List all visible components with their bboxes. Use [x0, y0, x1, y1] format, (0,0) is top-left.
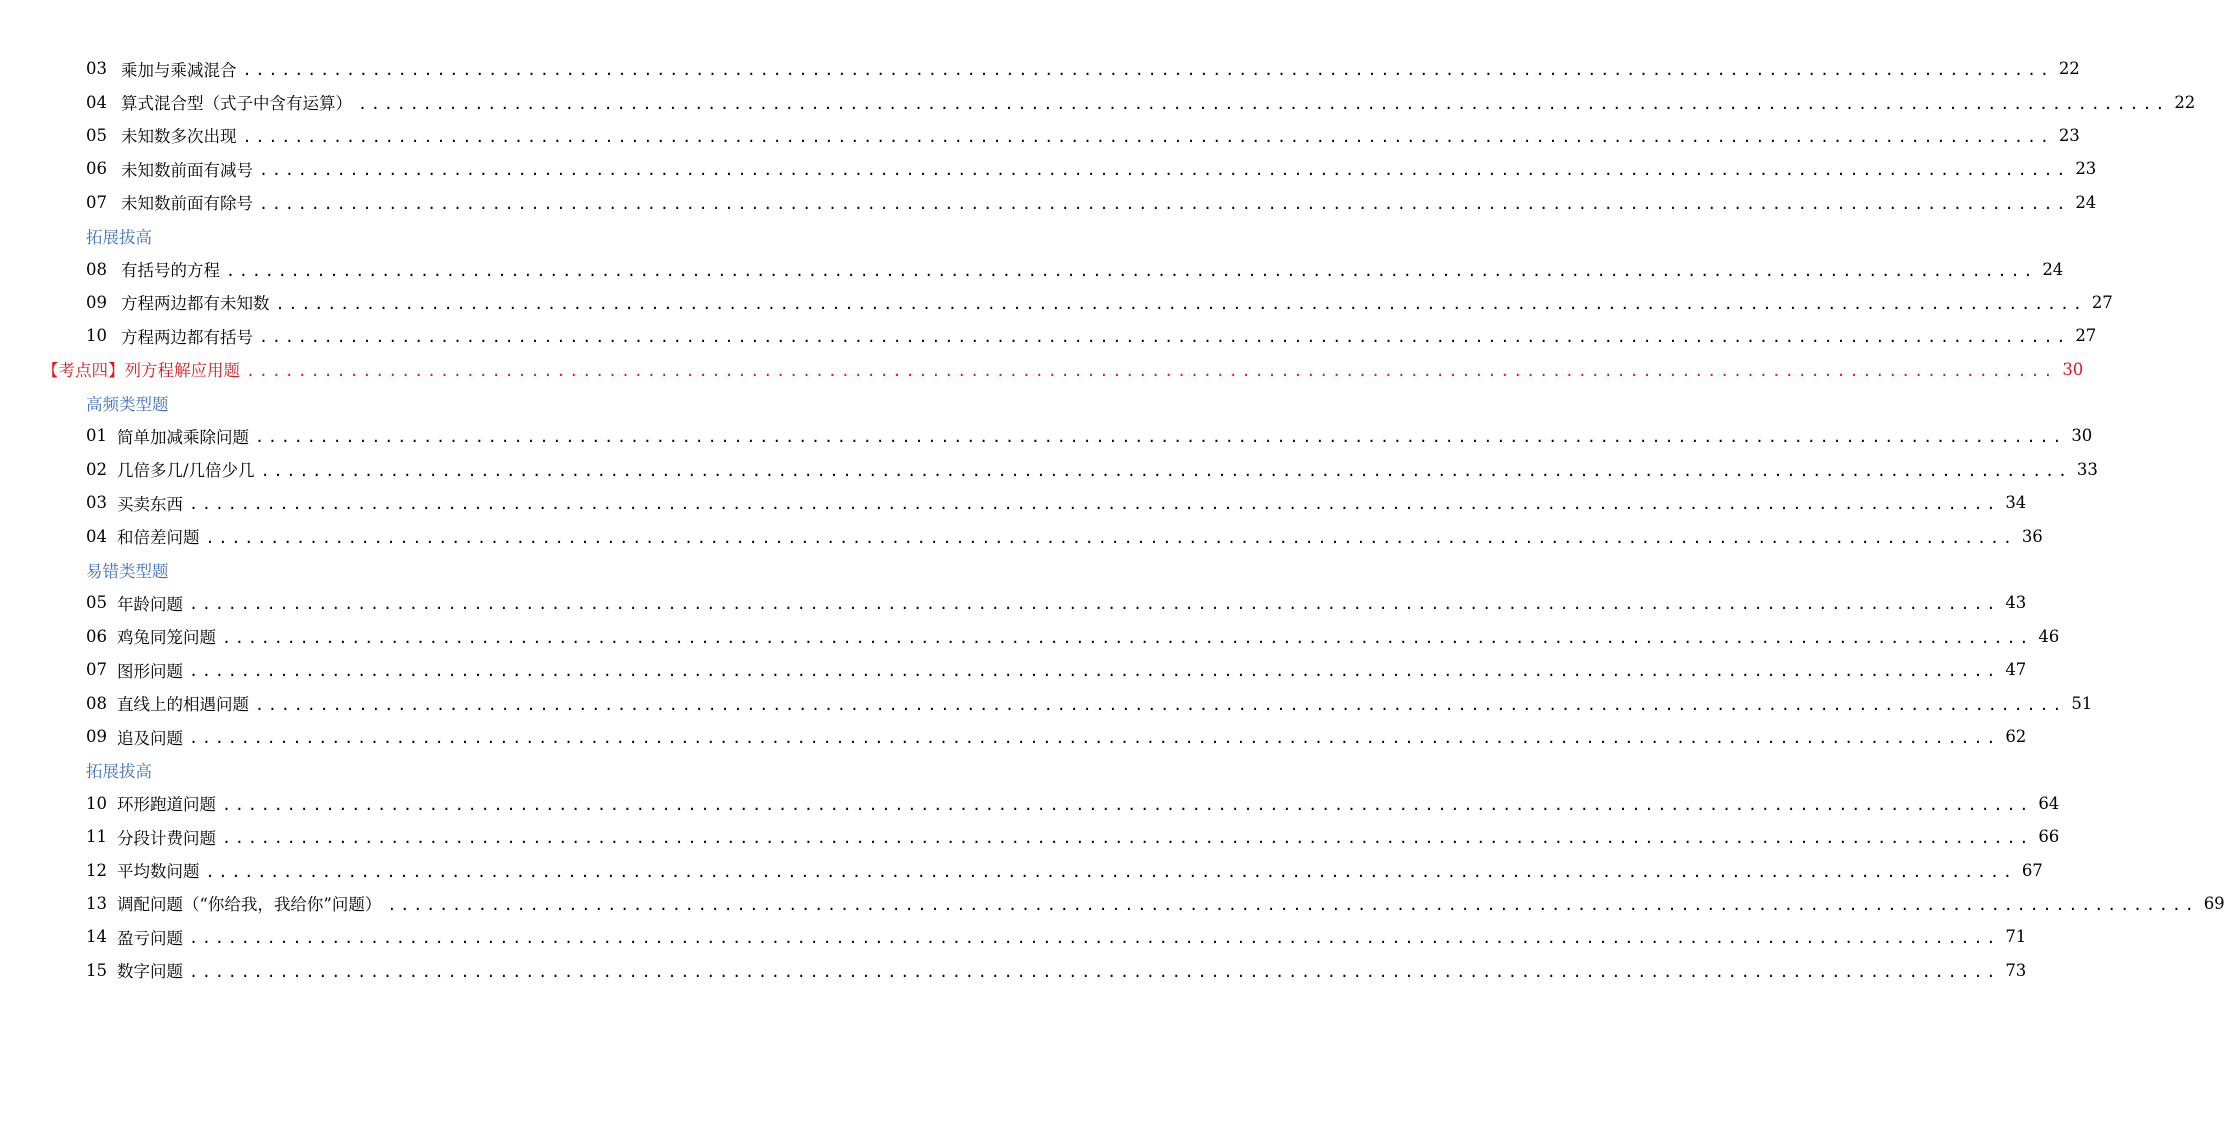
- dot-leader: ............................................................................................................................................: [226, 261, 2037, 280]
- toc-entry-title: 鸡兔同笼问题: [117, 628, 216, 648]
- dot-leader: ............................................................................................................................................: [205, 862, 2016, 881]
- section-heading-title: 拓展拔高: [86, 227, 152, 247]
- toc-entry-number: 07: [86, 660, 107, 680]
- toc-entry[interactable]: [0, 586, 2027, 619]
- toc-entry-number: 12: [86, 860, 107, 880]
- toc-entry-title: 算式混合型（式子中含有运算）: [121, 94, 352, 114]
- toc-entry-page-number: 27: [2091, 292, 2113, 312]
- dot-leader: ............................................................................................................................................: [259, 161, 2070, 180]
- dot-leader: ............................................................................................................................................: [205, 528, 2016, 547]
- section-heading: [0, 553, 793, 586]
- dot-leader: ............................................................................................................................................: [189, 962, 2000, 981]
- toc-entry-title: 盈亏问题: [117, 928, 183, 948]
- dot-leader: ............................................................................................................................................: [222, 795, 2033, 814]
- toc-entry-page-number: 22: [2174, 92, 2196, 112]
- dot-leader: ............................................................................................................................................: [189, 729, 2000, 747]
- toc-entry-title: 调配问题（“你给我，我给你”问题）: [117, 895, 382, 915]
- toc-entry-page-number: 23: [2058, 125, 2080, 145]
- dot-leader: ............................................................................................................................................: [259, 328, 2070, 347]
- dot-leader: ............................................................................................................................................: [260, 461, 2071, 480]
- toc-entry[interactable]: [0, 820, 2060, 853]
- table-of-contents: [0, 52, 2225, 987]
- toc-entry[interactable]: [0, 453, 2098, 486]
- toc-entry-page-number: 34: [2005, 493, 2027, 513]
- toc-entry[interactable]: [0, 419, 2093, 452]
- toc-entry-title: 乘加与乘减混合: [121, 60, 237, 80]
- section-heading: [0, 386, 793, 419]
- toc-entry-title: 和倍差问题: [117, 528, 200, 548]
- dot-leader: ............................................................................................................................................: [189, 595, 2000, 614]
- chapter-title: 【考点四】列方程解应用题: [42, 361, 240, 381]
- toc-entry-title: 未知数前面有除号: [121, 194, 253, 214]
- dot-leader: ............................................................................................................................................: [255, 428, 2066, 447]
- toc-entry-page-number: 71: [2005, 927, 2027, 947]
- dot-leader: ............................................................................................................................................: [189, 662, 2000, 681]
- dot-leader: ............................................................................................................................................: [222, 829, 2033, 848]
- toc-entry-number: 03: [86, 493, 107, 513]
- dot-leader: ............................................................................................................................................: [246, 361, 2057, 380]
- dot-leader: ............................................................................................................................................: [222, 628, 2033, 647]
- toc-entry[interactable]: [0, 653, 2027, 686]
- toc-entry-title: 简单加减乘除问题: [117, 427, 249, 447]
- toc-entry-title: 分段计费问题: [117, 828, 216, 848]
- toc-entry-number: 08: [86, 693, 107, 713]
- section-heading-title: 拓展拔高: [86, 761, 152, 781]
- toc-entry-number: 10: [86, 326, 107, 346]
- toc-entry-page-number: 22: [2058, 59, 2080, 79]
- toc-entry-page-number: 64: [2038, 793, 2060, 813]
- toc-entry-number: 15: [86, 960, 107, 980]
- dot-leader: ............................................................................................................................................: [242, 127, 2053, 146]
- dot-leader: ............................................................................................................................................: [242, 61, 2053, 80]
- toc-entry-title: 平均数问题: [117, 862, 200, 882]
- chapter-page-number: 30: [2062, 359, 2084, 379]
- toc-entry-title: 未知数多次出现: [121, 127, 237, 147]
- dot-leader: ............................................................................................................................................: [189, 929, 2000, 948]
- toc-entry[interactable]: [0, 686, 2093, 719]
- toc-entry[interactable]: [0, 620, 2060, 653]
- toc-entry[interactable]: [0, 85, 2196, 118]
- toc-entry-number: 02: [86, 459, 107, 479]
- toc-entry-title: 追及问题: [117, 728, 183, 748]
- toc-entry[interactable]: [0, 252, 2064, 285]
- toc-entry-number: 04: [86, 526, 107, 546]
- toc-entry[interactable]: [0, 186, 2097, 219]
- toc-entry-number: 10: [86, 793, 107, 813]
- toc-entry-page-number: 51: [2071, 693, 2093, 713]
- toc-entry[interactable]: [0, 486, 2027, 519]
- toc-entry-number: 05: [86, 593, 107, 613]
- toc-entry[interactable]: [0, 887, 2225, 920]
- chapter-entry[interactable]: [0, 353, 2084, 386]
- toc-entry-number: 09: [86, 727, 107, 746]
- toc-entry-page-number: 24: [2042, 259, 2064, 279]
- toc-entry-number: 13: [86, 893, 107, 913]
- toc-entry-number: 07: [86, 192, 107, 212]
- section-heading-title: 高频类型题: [86, 394, 169, 414]
- toc-entry-title: 买卖东西: [117, 494, 183, 514]
- toc-entry-page-number: 67: [2021, 860, 2043, 880]
- toc-entry-title: 方程两边都有未知数: [121, 294, 270, 314]
- dot-leader: ............................................................................................................................................: [255, 695, 2066, 714]
- toc-entry-page-number: 43: [2005, 593, 2027, 613]
- toc-entry-number: 14: [86, 927, 107, 947]
- toc-entry[interactable]: [0, 720, 2027, 753]
- toc-entry[interactable]: [0, 119, 2080, 152]
- toc-entry-page-number: 30: [2071, 426, 2093, 446]
- section-heading: [0, 219, 793, 252]
- toc-entry-number: 06: [86, 626, 107, 646]
- toc-entry[interactable]: [0, 152, 2097, 185]
- dot-leader: ............................................................................................................................................: [358, 94, 2169, 113]
- toc-entry-title: 几倍多几/几倍少几: [117, 461, 255, 481]
- toc-entry-number: 05: [86, 125, 107, 145]
- toc-entry-title: 图形问题: [117, 661, 183, 681]
- toc-entry-page-number: 69: [2203, 893, 2225, 913]
- toc-entry-number: 08: [86, 259, 107, 279]
- dot-leader: ............................................................................................................................................: [189, 495, 2000, 514]
- toc-entry-page-number: 33: [2076, 459, 2098, 479]
- toc-entry-number: 06: [86, 159, 107, 179]
- toc-entry-page-number: 66: [2038, 827, 2060, 847]
- toc-entry-page-number: 23: [2075, 159, 2097, 179]
- toc-entry-page-number: 27: [2075, 326, 2097, 346]
- toc-entry[interactable]: [0, 519, 2043, 552]
- toc-entry-title: 年龄问题: [117, 594, 183, 614]
- toc-entry-number: 09: [86, 292, 107, 312]
- toc-entry[interactable]: [0, 853, 2043, 886]
- toc-entry-page-number: 36: [2021, 526, 2043, 546]
- toc-entry-number: 04: [86, 92, 107, 112]
- toc-entry[interactable]: [0, 286, 2113, 319]
- toc-entry-number: 11: [86, 827, 107, 847]
- dot-leader: ............................................................................................................................................: [259, 194, 2070, 213]
- toc-entry-page-number: 73: [2005, 960, 2027, 980]
- toc-entry-page-number: 24: [2075, 192, 2097, 212]
- toc-entry-title: 未知数前面有减号: [121, 160, 253, 180]
- dot-leader: ............................................................................................................................................: [275, 294, 2086, 313]
- toc-entry-number: 03: [86, 59, 107, 79]
- toc-entry-title: 环形跑道问题: [117, 795, 216, 815]
- toc-entry[interactable]: [0, 319, 2097, 352]
- toc-entry-title: 有括号的方程: [121, 261, 220, 281]
- toc-entry[interactable]: [0, 787, 2060, 820]
- section-heading: [0, 753, 793, 786]
- toc-entry-page-number: 62: [2005, 727, 2027, 746]
- toc-entry-number: 01: [86, 426, 107, 446]
- toc-entry[interactable]: [0, 920, 2027, 953]
- section-heading-title: 易错类型题: [86, 561, 169, 581]
- toc-entry-title: 方程两边都有括号: [121, 327, 253, 347]
- toc-entry-page-number: 46: [2038, 626, 2060, 646]
- toc-entry-title: 直线上的相遇问题: [117, 695, 249, 715]
- toc-entry[interactable]: [0, 954, 2027, 987]
- toc-entry-page-number: 47: [2005, 660, 2027, 680]
- dot-leader: ............................................................................................................................................: [387, 895, 2198, 914]
- toc-entry-title: 数字问题: [117, 962, 183, 982]
- toc-entry[interactable]: [0, 52, 2080, 85]
